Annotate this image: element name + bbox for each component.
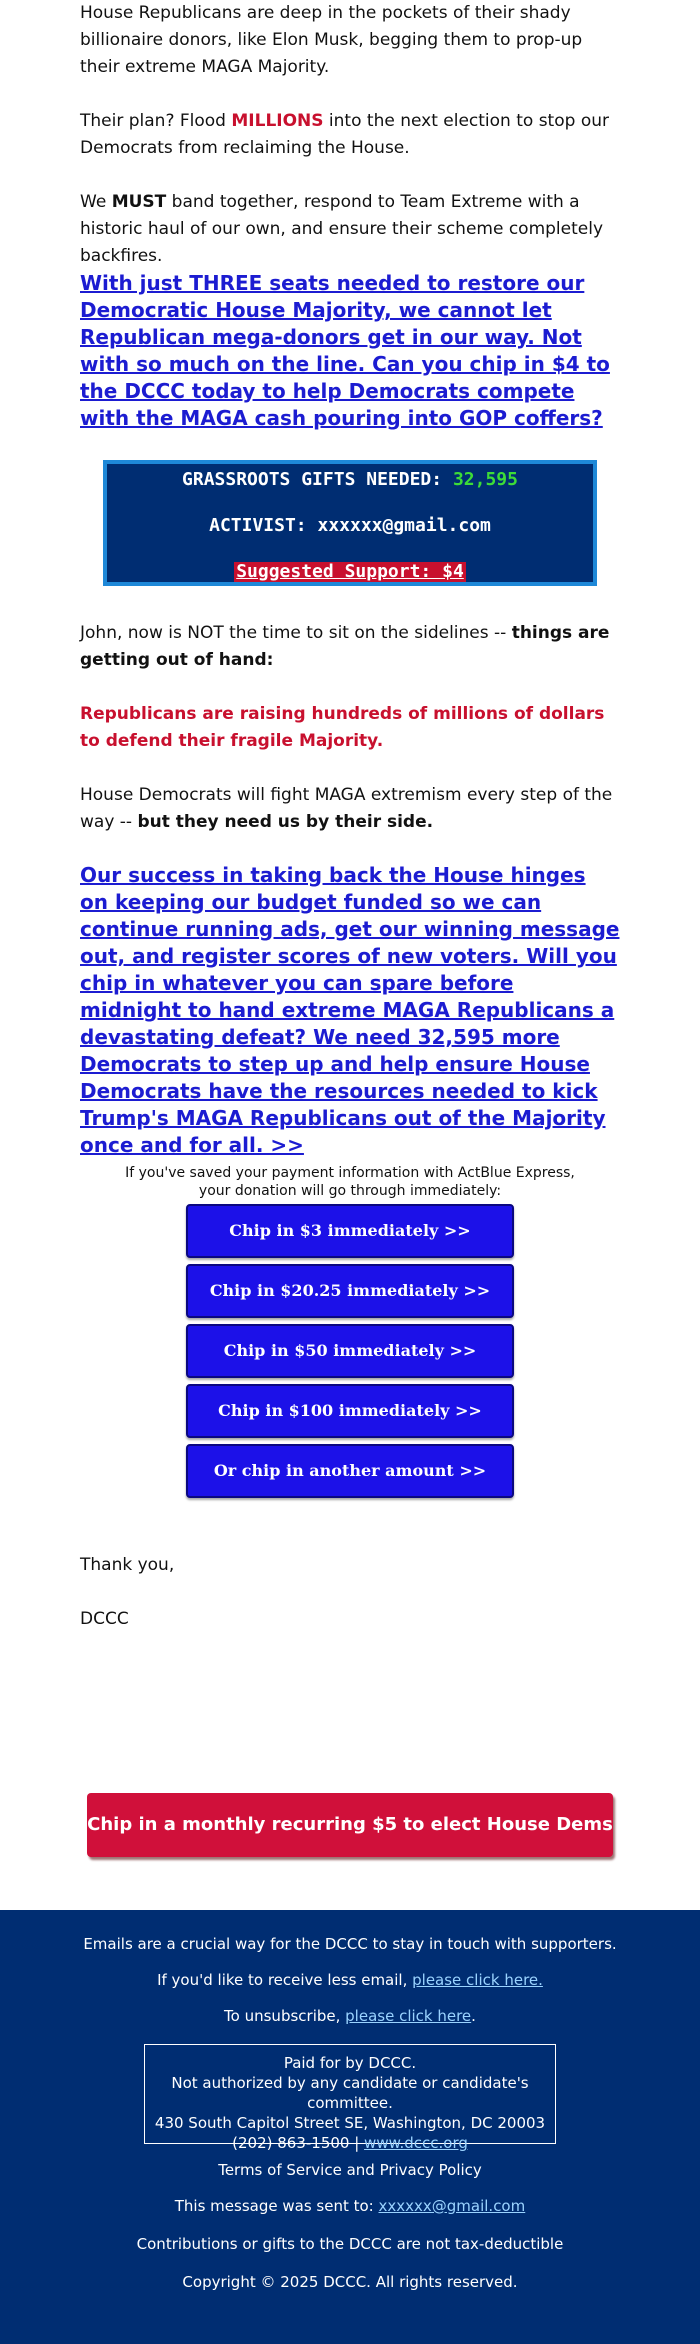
intro-paragraph-3 [80,189,620,270]
footer [0,1910,700,2344]
express-note [0,1164,700,1200]
chip-100-button[interactable]: Chip in $100 immediately >> [186,1384,514,1438]
chip-3-button[interactable]: Chip in $3 immediately >> [186,1204,514,1258]
express-note-line-1: If you've saved your payment information with ActBlue Express, [125,1165,575,1181]
sent-to-email-link[interactable]: xxxxxx@gmail.com [378,2197,526,2215]
donate-link-budget[interactable]: Our success in taking back the House hinges on keeping our budget funded so we can continue running ads, get our winning message out, and register scores of new voters. Will you chip in whatever you can spare before midnight to hand extreme MAGA Republicans a devastating defeat? We need 32,595 more Democrats to step up and help ensure House Democrats have the resources needed to kick Trump's MAGA Republicans out of the Majority once and for all. >> [80,863,620,1157]
chip-20-25-button[interactable]: Chip in $20.25 immediately >> [186,1264,514,1318]
middle-section [0,620,700,836]
express-note-line-2: your donation will go through immediately: [198,1183,502,1199]
gift-box-section [0,460,700,586]
millions-emphasis: MILLIONS [231,111,324,131]
paid-for-box [144,2044,556,2152]
unsubscribe-text: To unsubscribe, [224,2007,346,2025]
activist-line [107,516,593,536]
suggested-support-line [107,562,593,582]
activist-label: ACTIVIST: [209,515,318,536]
intro-paragraph-3-text: We [80,192,112,212]
intro-paragraph-3-text-end: band together, respond to Team Extreme with a historic haul of our own, and ensure their scheme completely backfires. [80,192,604,266]
unsubscribe-link[interactable]: please click here [345,2007,472,2025]
less-email-text: If you'd like to receive less email, [157,1971,413,1989]
by-their-side-emphasis: but they need us by their side. [137,812,434,832]
address-line: 430 South Capitol Street SE, Washington, DC 20003 [154,2114,546,2132]
less-email-link[interactable]: please click here. [412,1971,543,1989]
republicans-raising-paragraph: Republicans are raising hundreds of millions of dollars to defend their fragile Majority. [80,704,605,751]
gifts-needed-label: GRASSROOTS GIFTS NEEDED: [182,469,453,490]
intro-paragraph-1: House Republicans are deep in the pockets of their shady billionaire donors, like Elon Musk, begging them to prop-up their extreme MAGA Majority. [80,3,583,77]
activist-email: xxxxxx@gmail.com [317,515,491,536]
terms-link[interactable]: Terms of Service and Privacy Policy [218,2161,482,2179]
out-of-hand-emphasis: things are getting out of hand: [80,623,610,670]
monthly-recurring-button[interactable]: Chip in a monthly recurring $5 to elect House Dems >> [87,1793,613,1857]
gifts-needed-count: 32,595 [452,469,518,490]
house-democrats-text: House Democrats will fight MAGA extremism every step of the way -- [80,785,613,832]
footer-less-email [0,1970,700,1990]
intro-section [0,0,700,270]
not-authorized-line: Not authorized by any candidate or candidate's committee. [171,2074,529,2112]
copyright: Copyright © 2025 DCCC. All rights reserved. [182,2273,518,2291]
footer-sent-to [0,2196,700,2216]
cta-link-2-section [0,862,700,1159]
gifts-needed-line [107,464,593,490]
unsubscribe-period: . [471,2007,476,2025]
chip-50-button[interactable]: Chip in $50 immediately >> [186,1324,514,1378]
footer-unsubscribe [0,2006,700,2026]
must-emphasis: MUST [111,192,167,212]
footer-stay-in-touch: Emails are a crucial way for the DCCC to stay in touch with supporters. [83,1935,617,1953]
donate-link-three-seats[interactable]: With just THREE seats needed to restore our Democratic House Majority, we cannot let Republican mega-donors get in our way. Not with so much on the line. Can you chip in $4 to the DCCC today to help Democrats compete with the MAGA cash pouring into GOP coffers? [80,271,610,430]
cta-link-1-section [0,270,700,432]
monthly-section [0,1793,700,1899]
signoff-section [0,1552,700,1633]
paid-for-line: Paid for by DCCC. [283,2054,417,2072]
sidelines-paragraph [80,620,620,674]
website-link[interactable]: www.dccc.org [364,2134,468,2152]
contact-line [145,2133,555,2153]
sent-to-text: This message was sent to: [174,2197,379,2215]
tax-deductible-note: Contributions or gifts to the DCCC are not tax-deductible [136,2235,564,2253]
intro-paragraph-2 [80,108,620,162]
sidelines-text: John, now is NOT the time to sit on the sidelines -- [80,623,512,643]
intro-paragraph-2-text-end: into the next election to stop our Democrats from reclaiming the House. [80,111,609,158]
thank-you-text: Thank you, [80,1555,175,1575]
intro-paragraph-2-text: Their plan? Flood [80,111,232,131]
suggested-support-link[interactable]: Suggested Support: $4 [236,561,464,582]
grassroots-gift-box [103,460,597,586]
chip-other-amount-button[interactable]: Or chip in another amount >> [186,1444,514,1498]
actblue-express-section [0,1164,700,1498]
signature-text: DCCC [80,1609,129,1629]
house-democrats-paragraph [80,782,620,836]
phone-number: (202) 863-1500 | [232,2134,365,2152]
